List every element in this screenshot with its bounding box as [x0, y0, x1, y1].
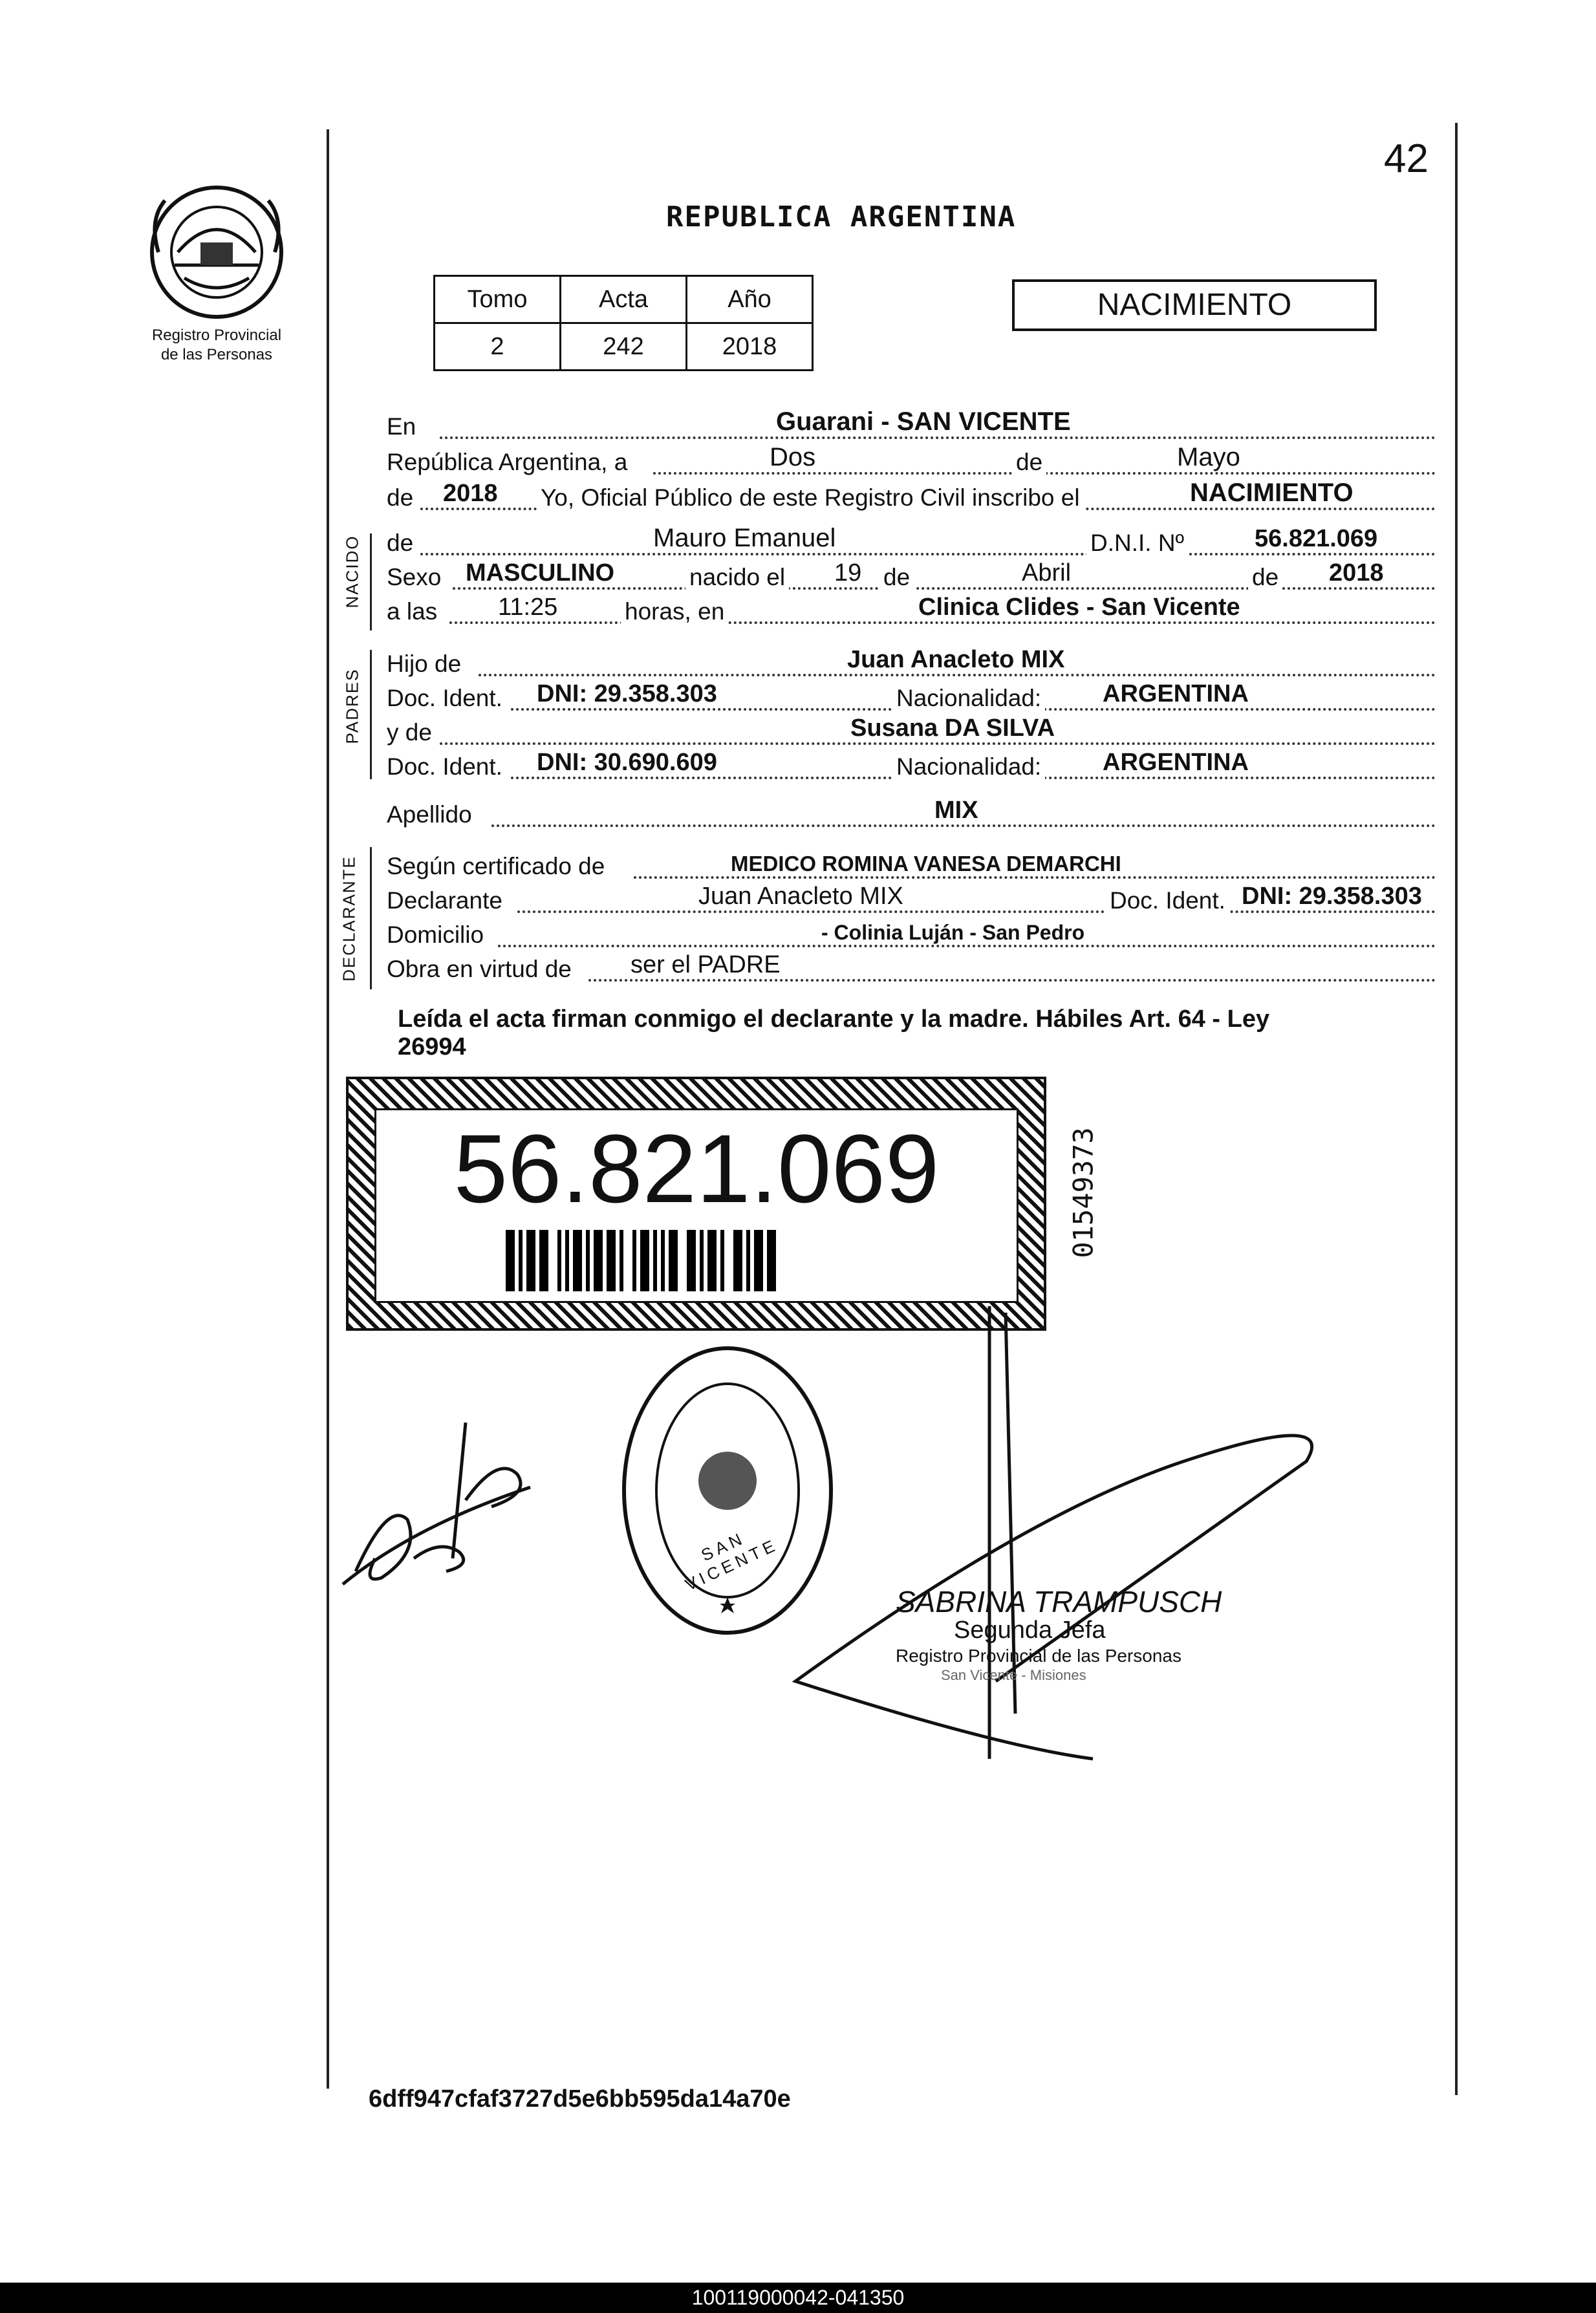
stamp-inner-text: SAN VICENTE: [682, 1527, 781, 1595]
provincia-misiones-seal-icon: [146, 181, 288, 323]
officer-role: Segunda Jefa: [954, 1617, 1106, 1644]
row-officer: [382, 479, 1436, 514]
officer-org: Registro Provincial de las Personas: [896, 1646, 1181, 1666]
label-de1: de: [1012, 449, 1046, 476]
value-father-nat: ARGENTINA: [1103, 680, 1249, 707]
table-value-anio: 2018: [687, 323, 813, 371]
label-sexo: Sexo: [387, 564, 442, 590]
label-decl: Declarante: [387, 887, 502, 914]
row-mother-doc: [382, 751, 1436, 783]
row-time: [382, 596, 1436, 628]
value-mother: Susana DA SILVA: [850, 715, 1055, 742]
value-decl-doc: DNI: 29.358.303: [1242, 883, 1422, 910]
section-declarante: DECLARANTE: [339, 855, 359, 982]
row-dom: [382, 919, 1436, 951]
label-de2: de: [387, 484, 414, 511]
value-place: Guarani - SAN VICENTE: [776, 407, 1071, 436]
id-sticker-number: 56.821.069: [453, 1114, 940, 1223]
page-number: 42: [1384, 136, 1429, 181]
label-de-a: de: [879, 564, 914, 591]
value-dom: - Colinia Luján - San Pedro: [821, 921, 1085, 944]
footer-bar: [0, 2283, 1596, 2313]
row-hijo: [382, 648, 1436, 680]
label-nacido-el: nacido el: [685, 564, 789, 591]
value-year: 2018: [443, 480, 498, 507]
label-en: En: [387, 413, 416, 440]
label-decl-doc: Doc. Ident.: [1106, 887, 1229, 914]
label-dni: D.N.I. Nº: [1086, 530, 1188, 557]
label-cert: Según certificado de: [387, 853, 605, 879]
left-margin-line: [327, 129, 329, 2089]
value-name: Mauro Emanuel: [653, 524, 836, 552]
label-doc1: Doc. Ident.: [387, 685, 502, 711]
label-nac2: Nacionalidad:: [892, 753, 1045, 780]
row-sexo: [382, 561, 1436, 594]
barcode: [506, 1230, 920, 1291]
value-sexo: MASCULINO: [466, 559, 615, 586]
row-en: [382, 407, 1436, 443]
document-hash: 6dff947cfaf3727d5e6bb595da14a70e: [369, 2085, 791, 2113]
footer-code: 100119000042-041350: [691, 2286, 905, 2309]
value-birth-month: Abril: [1022, 559, 1072, 586]
row-decl: [382, 885, 1436, 917]
declarant-signature: [336, 1410, 582, 1591]
table-header-tomo: Tomo: [435, 276, 561, 323]
label-doc2: Doc. Ident.: [387, 753, 502, 780]
logo: [146, 181, 288, 323]
record-table: [433, 275, 814, 371]
section-nacido: NACIDO: [342, 535, 362, 608]
value-birth-place: Clinica Clides - San Vicente: [918, 594, 1240, 621]
label-de-b: de: [1248, 564, 1282, 591]
row-cert: [382, 850, 1436, 883]
nacido-divider: [370, 533, 372, 630]
value-month: Mayo: [1177, 443, 1240, 471]
value-dni: 56.821.069: [1255, 525, 1378, 552]
label-horas: horas, en: [621, 598, 728, 625]
value-mother-doc: DNI: 30.690.609: [537, 749, 717, 776]
value-act: NACIMIENTO: [1190, 479, 1353, 507]
padres-divider: [370, 650, 372, 779]
officer-text: Yo, Oficial Público de este Registro Civil inscribo el: [537, 484, 1084, 511]
table-value-acta: 242: [561, 323, 687, 371]
closing-text-line2: 26994: [398, 1033, 466, 1060]
declarante-divider: [370, 847, 372, 989]
table-header-anio: Año: [687, 276, 813, 323]
label-dom: Domicilio: [387, 921, 484, 948]
logo-org-line1: Registro Provincial: [151, 327, 282, 344]
value-cert: MEDICO ROMINA VANESA DEMARCHI: [731, 852, 1121, 876]
value-obra: ser el PADRE: [631, 951, 781, 978]
row-republica: [382, 443, 1436, 479]
value-birth-year: 2018: [1329, 559, 1384, 586]
label-nac1: Nacionalidad:: [892, 685, 1045, 712]
row-name: [382, 524, 1436, 559]
value-decl-name: Juan Anacleto MIX: [698, 883, 903, 910]
row-apellido: [382, 799, 1436, 831]
value-birth-day: 19: [834, 559, 862, 586]
right-margin-line: [1455, 123, 1458, 2095]
sticker-serial: 01549373: [1067, 1127, 1099, 1258]
officer-name: SABRINA TRAMPUSCH: [896, 1585, 1222, 1619]
row-obra: [382, 953, 1436, 985]
value-day: Dos: [770, 443, 816, 471]
value-apellido: MIX: [934, 797, 978, 824]
row-father-doc: [382, 682, 1436, 715]
closing-text-line1: Leída el acta firman conmigo el declarante y la madre. Hábiles Art. 64 - Ley: [398, 1006, 1270, 1033]
label-apellido: Apellido: [387, 801, 472, 828]
row-yde: [382, 716, 1436, 749]
label-de: de: [387, 530, 414, 556]
record-type: NACIMIENTO: [1097, 288, 1292, 322]
value-time: 11:25: [498, 594, 558, 621]
logo-org-line2: de las Personas: [160, 346, 273, 363]
label-yde: y de: [387, 719, 432, 746]
section-padres: PADRES: [342, 668, 362, 744]
id-sticker-inner: [374, 1108, 1019, 1303]
label-hijo: Hijo de: [387, 651, 462, 677]
label-a-las: a las: [387, 598, 438, 625]
officer-signature: [782, 1293, 1429, 1785]
document-title: REPUBLICA ARGENTINA: [666, 200, 1017, 233]
table-value-tomo: 2: [435, 323, 561, 371]
label-obra: Obra en virtud de: [387, 956, 572, 982]
officer-place: San Vicente - Misiones: [941, 1667, 1086, 1683]
value-mother-nat: ARGENTINA: [1103, 749, 1249, 776]
record-type-box: [1012, 279, 1377, 331]
value-father: Juan Anacleto MIX: [847, 646, 1065, 673]
label-republica: República Argentina, a: [387, 449, 628, 475]
table-header-acta: Acta: [561, 276, 687, 323]
value-father-doc: DNI: 29.358.303: [537, 680, 717, 707]
